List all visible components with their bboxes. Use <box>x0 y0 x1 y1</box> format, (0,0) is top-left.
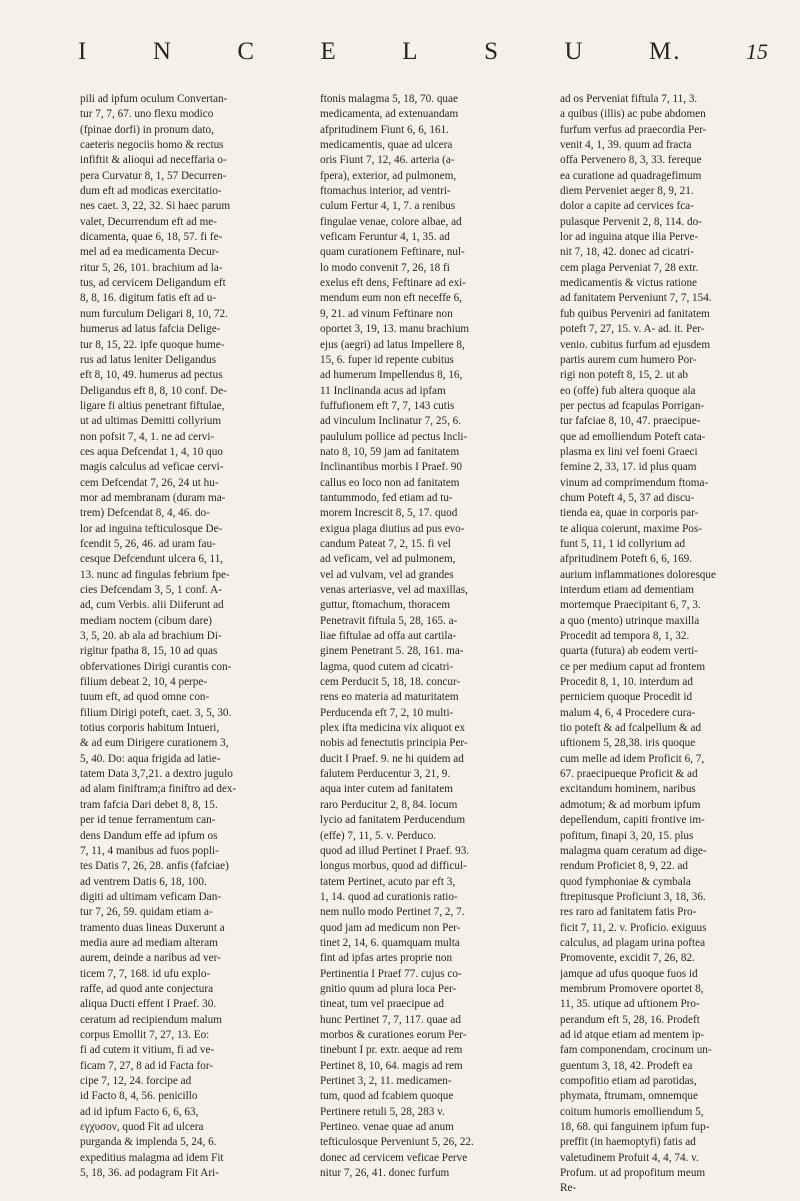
text-line: exigua plaga diutius ad pus evo- <box>320 522 465 535</box>
text-line: veficam Feruntur 4, 1, 35. ad <box>320 231 450 244</box>
text-line: tinebunt I pr. extr. aeque ad rem <box>320 1044 463 1057</box>
text-line: pulasque Pervenit 2, 8, 114. do- <box>560 215 702 228</box>
text-line: malum 4, 6, 4 Procedere cura- <box>560 706 696 719</box>
text-line: funt 5, 11, 1 id collyrium ad <box>560 537 686 550</box>
text-line: Perducenda eft 7, 2, 10 multi- <box>320 706 454 719</box>
text-line: Pertinere retuli 5, 28, 283 v. <box>320 1105 445 1118</box>
text-line: fub quibus Perveniri ad fanitatem <box>560 307 710 320</box>
text-line: medicamentis, quae ad ulcera <box>320 139 453 152</box>
text-line: purganda & implenda 5, 24, 6. <box>80 1136 217 1149</box>
text-line: chum Poteft 4, 5, 37 ad discu- <box>560 491 695 504</box>
text-line: te aliqua coierunt, maxime Pos- <box>560 522 702 535</box>
text-line: pili ad ipfum oculum Convertan- <box>80 93 228 105</box>
text-line: tineat, tum vel praecipue ad <box>320 998 444 1011</box>
text-line: offa Pervenero 8, 3, 33. fereque <box>560 154 702 167</box>
text-line: calculus, ad plagam urina poftea <box>560 936 706 949</box>
header-letter: L <box>402 38 420 65</box>
text-line: compofitio etiam ad parotidas, <box>560 1075 697 1087</box>
text-line: tinet 2, 14, 6. quamquam multa <box>320 936 460 949</box>
text-line: tienda ea, quae in corporis par- <box>560 507 699 520</box>
text-line: ducit I Praef. 9. ne hi quidem ad <box>320 752 464 765</box>
text-line: 5, 18, 36. ad podagram Fit Ari- <box>80 1167 219 1180</box>
text-line: tramento duas lineas Duxerunt a <box>80 921 225 934</box>
text-line: medicamentis & victus ratione <box>560 277 698 290</box>
text-line: falutem Perducentur 3, 21, 9. <box>320 768 451 781</box>
page-number: 15 <box>745 39 768 64</box>
text-line: cesque Defcendunt ulcera 6, 11, <box>80 553 224 566</box>
text-line: Procedit ad tempora 8, 1, 32. <box>560 630 690 643</box>
text-line: aliqua Ducti effent I Praef. 30. <box>80 998 217 1011</box>
text-line: tantummodo, fed etiam ad tu- <box>320 491 453 504</box>
text-line: malagma quam ceratum ad dige- <box>560 844 707 857</box>
text-line: venio. cubitus furfum ad ejusdem <box>560 338 711 351</box>
text-line: nit 7, 18, 42. donec ad cicatri- <box>560 246 694 259</box>
text-line: magis calculus ad veficae cervi- <box>80 461 224 474</box>
text-line: ad os Perveniat fiftula 7, 11, 3. <box>560 93 698 105</box>
text-line: cem plaga Perveniat 7, 28 extr. <box>560 261 699 274</box>
text-line: ftrepitusque Proficiunt 3, 18, 36. <box>560 890 706 903</box>
text-line: tuum eft, ad quod omne con- <box>80 691 210 704</box>
text-line: morem Increscit 8, 5, 17. quod <box>320 507 458 520</box>
header-letter: I <box>78 38 89 65</box>
text-line: ficam 7, 27, 8 ad id Facta for- <box>80 1059 214 1072</box>
text-line: res raro ad fanitatem fatis Pro- <box>560 906 697 919</box>
text-line: Deligandus eft 8, 8, 10 conf. De- <box>80 384 227 397</box>
text-line: cipe 7, 12, 24. forcipe ad <box>80 1075 192 1087</box>
text-line: medicamenta, ad extenuandam <box>320 108 459 121</box>
text-line: rens eo materia ad maturitatem <box>320 691 459 704</box>
text-line: guentum 3, 18, 42. Prodeft ea <box>560 1059 693 1072</box>
text-line: fingulae venae, colore albae, ad <box>320 215 462 228</box>
text-line: non pofsit 7, 4, 1. ne ad cervi- <box>80 430 215 443</box>
text-line: mediam noctem (cibum dare) <box>80 614 213 627</box>
text-line: raffe, ad quod ante conjectura <box>80 982 214 995</box>
text-line: 3, 5, 20. ab ala ad brachium Di- <box>80 630 222 643</box>
text-line: afpritudinem Fiunt 6, 6, 161. <box>320 123 449 136</box>
text-line: venit 4, 1, 39. quum ad fracta <box>560 139 692 152</box>
text-line: mortemque Praecipitant 6, 7, 3. <box>560 599 701 612</box>
text-line: caeteris negociis homo & rectus <box>80 139 224 152</box>
text-line: 18, 68. qui fanguinem ipfum fup- <box>560 1121 710 1134</box>
text-line: lagma, quod cutem ad cicatri- <box>320 660 454 673</box>
text-line: tur 7, 26, 59. quidam etiam a- <box>80 906 213 919</box>
text-line: Inclinantibus morbis I Praef. 90 <box>320 461 462 474</box>
text-line: trem) Defcendat 8, 4, 46. do- <box>80 507 210 520</box>
text-line: vel ad vulvam, vel ad grandes <box>320 568 454 581</box>
text-line: ea curatione ad quadragefimum <box>560 169 702 182</box>
text-line: furfum verfus ad praecordia Per- <box>560 123 707 136</box>
text-line: tio poteft & ad fcalpellum & ad <box>560 722 702 735</box>
text-line: Re- <box>560 1182 577 1195</box>
text-line: filium Dirigi poteft, caet. 3, 5, 30. <box>80 706 232 719</box>
text-line: rigi non poteft 8, 15, 2. ut ab <box>560 369 689 382</box>
text-line: ut ad ultimas Demitti collyrium <box>80 415 222 428</box>
text-column-left <box>80 92 300 1192</box>
text-line: venas arteriasve, vel ad maxillas, <box>320 584 468 596</box>
text-line: filium debeat 2, 10, 4 perpe- <box>80 676 208 689</box>
text-line: lor ad inguina tefticulosque De- <box>80 522 223 535</box>
text-line: cem Defcendat 7, 26, 24 ut hu- <box>80 476 219 489</box>
text-line: infiftit & alioqui ad neceffaria o- <box>80 154 227 167</box>
text-column-middle <box>320 92 540 1192</box>
text-line: (fpinae dorfi) in pronum dato, <box>80 123 214 136</box>
text-line: ticem 7, 7, 168. id ufu explo- <box>80 967 211 980</box>
text-line: num furculum Deligari 8, 10, 72. <box>80 307 228 320</box>
text-line: tram fafcia Dari debet 8, 8, 15. <box>80 798 218 811</box>
text-line: tur 7, 7, 67. uno flexu modico <box>80 108 214 121</box>
text-line: Procedit 8, 1, 10. interdum ad <box>560 676 693 689</box>
text-line: ficit 7, 11, 2. v. Proficio. exiguus <box>560 921 707 934</box>
text-line: ad vinculum Inclinatur 7, 25, 6. <box>320 415 462 428</box>
text-column-right <box>560 92 780 1195</box>
text-line: raro Perducitur 2, 8, 84. locum <box>320 798 458 811</box>
text-line: culum Fertur 4, 1, 7. a renibus <box>320 200 456 213</box>
text-line: ad humerum Impellendus 8, 16, <box>320 369 463 382</box>
text-line: nato 8, 10, 59 jam ad fanitatem <box>320 445 460 458</box>
text-line: tatem Data 3,7,21. a dextro jugulo <box>80 768 233 781</box>
text-line: jamque ad ufus quoque fuos id <box>560 967 698 980</box>
text-line: que ad emolliendum Poteft cata- <box>560 430 706 443</box>
text-line: tur fafciae 8, 10, 47. praecipue- <box>560 415 701 428</box>
text-line: quod ad illud Pertinet I Praef. 93. <box>320 844 470 857</box>
text-line: liae fiftulae ad offa aut cartila- <box>320 630 457 643</box>
text-line: expeditius malagma ad idem Fit <box>80 1151 224 1164</box>
text-line: 67. praecipueque Proficit & ad <box>560 768 698 781</box>
text-line: rendum Proficiet 8, 9, 22. ad <box>560 860 689 873</box>
text-line: ad id ipfum Facto 6, 6, 63, <box>80 1105 199 1118</box>
text-line: tus, ad cervicem Deligandum eft <box>80 277 226 290</box>
text-line: donec ad cervicem veficae Perve <box>320 1151 468 1164</box>
text-line: coitum humoris emolliendum 5, <box>560 1105 704 1118</box>
text-line: oris Fiunt 7, 12, 46. arteria (a- <box>320 154 455 167</box>
text-line: εγχυσον, quod Fit ad ulcera <box>80 1121 204 1134</box>
text-line: lo modo convenit 7, 26, 18 fi <box>320 261 450 274</box>
text-line: perandum eft 5, 28, 16. Prodeft <box>560 1013 700 1026</box>
text-line: per pectus ad fcapulas Porrigan- <box>560 399 705 412</box>
text-line: ligare fi altius penetrant fiftulae, <box>80 399 225 412</box>
text-line: (effe) 7, 11, 5. v. Perduco. <box>320 829 437 842</box>
text-line: callus eo loco non ad fanitatem <box>320 476 460 489</box>
text-line: tur 8, 15, 22. ipfe quoque hume- <box>80 338 225 351</box>
text-line: quod fymphoniae & cymbala <box>560 875 691 888</box>
text-line: 5, 40. Do: aqua frigida ad latie- <box>80 752 221 765</box>
text-line: 7, 11, 4 manibus ad fuos popli- <box>80 844 219 857</box>
header-letter: U <box>564 38 585 65</box>
text-line: poteft 7, 27, 15. v. A- ad. it. Per- <box>560 323 705 336</box>
text-line: ad veficam, vel ad pulmonem, <box>320 553 456 566</box>
text-line: ad ventrem Datis 6, 18, 100. <box>80 875 207 888</box>
text-line: rigitur fpatha 8, 15, 10 ad quas <box>80 645 218 658</box>
text-line: fpera), exterior, ad pulmonem, <box>320 169 457 182</box>
text-line: fcendit 5, 26, 46. ad uram fau- <box>80 537 216 550</box>
text-line: Promovente, excidit 7, 26, 82. <box>560 952 695 965</box>
text-line: rus ad latus leniter Deligandus <box>80 353 217 366</box>
text-line: preffit (in haemoptyfi) fatis ad <box>560 1136 696 1149</box>
text-line: valetudinem Profuit 4, 4, 74. v. <box>560 1151 699 1164</box>
text-line: diem Perveniet aeger 8, 9, 21. <box>560 185 694 198</box>
running-header <box>78 38 768 78</box>
text-line: cum melle ad idem Proficit 6, 7, <box>560 752 705 765</box>
text-line: per id tenue ferramentum can- <box>80 814 216 827</box>
header-letter: E <box>320 38 338 65</box>
text-line: tum, quod ad fcabiem quoque <box>320 1090 454 1103</box>
text-line: longus morbus, quod ad difficul- <box>320 860 467 873</box>
text-line: fint ad ipfas artes proprie non <box>320 952 453 965</box>
text-line: quam curationem Feftinare, nul- <box>320 246 465 259</box>
text-line: a quo (mento) utrinque maxilla <box>560 614 700 627</box>
text-line: quod jam ad medicum non Per- <box>320 921 461 934</box>
text-line: Pertineo. venae quae ad anum <box>320 1121 454 1134</box>
text-line: ces aqua Defcendat 1, 4, 10 quo <box>80 445 223 458</box>
text-line: ftonis malagma 5, 18, 70. quae <box>320 93 458 105</box>
text-line: eo (offe) fub altera quoque ala <box>560 384 696 397</box>
text-line: & ad eum Dirigere curationem 3, <box>80 737 229 750</box>
text-line: fuffufionem eft 7, 7, 143 cutis <box>320 399 455 412</box>
text-line: aqua inter cutem ad fanitatem <box>320 783 453 796</box>
text-line: ceratum ad recipiendum malum <box>80 1013 222 1026</box>
text-line: cies Defcendam 3, 5, 1 conf. A- <box>80 584 222 596</box>
text-line: exelus eft dens, Feftinare ad exi- <box>320 277 467 290</box>
text-line: eft 8, 10, 49. humerus ad pectus <box>80 369 223 382</box>
text-line: Profum. ut ad propofitum meum <box>560 1167 706 1180</box>
text-line: a quibus (illis) ac pube abdomen <box>560 108 706 121</box>
text-line: Penetravit fiftula 5, 28, 165. a- <box>320 614 458 627</box>
text-line: mendum eum non eft neceffe 6, <box>320 292 463 305</box>
text-line: nem nullo modo Pertinet 7, 2, 7. <box>320 906 465 919</box>
text-line: pera Curvatur 8, 1, 57 Decurren- <box>80 169 227 182</box>
text-line: lycio ad fanitatem Perducendum <box>320 814 466 827</box>
text-line: dum eft ad modicas exercitatio- <box>80 185 222 198</box>
text-line: ad alam finiftram;a finiftro ad dex- <box>80 783 237 796</box>
text-line: morbos & curationes eorum Per- <box>320 1028 467 1041</box>
text-line: Pertinentia I Praef 77. cujus co- <box>320 967 462 980</box>
text-line: Pertinet 8, 10, 64. magis ad rem <box>320 1059 463 1072</box>
text-line: obfervationes Dirigi curantis con- <box>80 660 232 673</box>
text-line: mor ad membranam (duram ma- <box>80 491 226 504</box>
text-line: ginem Penetrant 5. 28, 161. ma- <box>320 645 464 658</box>
text-line: guttur, ftomachum, thoracem <box>320 599 451 612</box>
text-line: humerus ad latus fafcia Delige- <box>80 323 221 336</box>
text-line: gnitio quum ad plura loca Per- <box>320 982 457 995</box>
text-line: ad fanitatem Perveniunt 7, 7, 154. <box>560 292 712 305</box>
text-line: ritur 5, 26, 101. brachium ad la- <box>80 261 223 274</box>
text-line: ad, cum Verbis. alii Diiferunt ad <box>80 599 224 612</box>
text-line: excitandum hominem, naribus <box>560 783 696 796</box>
text-line: tes Datis 7, 26, 28. anfis (fafciae) <box>80 860 229 873</box>
text-line: admotum; & ad morbum ipfum <box>560 798 701 811</box>
text-line: totius corporis habitum Intueri, <box>80 722 220 735</box>
text-line: tatem Pertinet, acuto par eft 3, <box>320 875 456 888</box>
text-line: valet, Decurrendum eft ad me- <box>80 215 217 228</box>
text-line: depellendum, capiti frontive im- <box>560 814 705 827</box>
text-line: femine 2, 33, 17. id plus quam <box>560 461 697 474</box>
text-line: ad id atque etiam ad mentem ip- <box>560 1028 705 1041</box>
text-line: mel ad ea medicamenta Decur- <box>80 246 219 259</box>
text-line: Pertinet 3, 2, 11. medicamen- <box>320 1075 452 1087</box>
text-columns <box>80 92 780 1195</box>
text-line: vinum ad comprimendum ftoma- <box>560 476 709 489</box>
header-letter: M. <box>649 38 682 65</box>
text-line: pofitum, finapi 3, 20, 15. plus <box>560 829 694 842</box>
text-line: fi ad cutem it vitium, fi ad ve- <box>80 1044 215 1057</box>
text-line: id Facto 8, 4, 56. penicillo <box>80 1090 198 1103</box>
text-line: ejus (aegri) ad latus Impellere 8, <box>320 338 465 351</box>
text-line: aurium inflammationes doloresque <box>560 568 716 581</box>
text-line: uftionem 5, 28,38. iris quoque <box>560 737 696 750</box>
text-line: paululum pollice ad pectus Incli- <box>320 430 468 443</box>
text-line: membrum Promovere oportet 8, <box>560 982 704 995</box>
text-line: afpritudinem Poteft 6, 6, 169. <box>560 553 693 566</box>
text-line: oportet 3, 19, 13. manu brachium <box>320 323 470 336</box>
text-line: dolor a capite ad cervices fca- <box>560 200 694 213</box>
text-line: candum Pateat 7, 2, 15. fi vel <box>320 537 451 550</box>
text-line: ftomachus interior, ad ventri- <box>320 185 451 198</box>
text-line: phymata, ftrumam, omnemque <box>560 1090 698 1103</box>
text-line: 1, 14. quod ad curationis ratio- <box>320 890 458 903</box>
text-line: nitur 7, 26, 41. donec furfum <box>320 1167 450 1180</box>
text-line: dens Dandum effe ad ipfum os <box>80 829 218 842</box>
text-line: hunc Pertinet 7, 7, 117. quae ad <box>320 1013 461 1026</box>
text-line: lor ad inguina atque ilia Perve- <box>560 231 699 244</box>
text-line: ce per medium caput ad frontem <box>560 660 706 673</box>
text-line: tefticulosque Perveniunt 5, 26, 22. <box>320 1136 474 1149</box>
text-line: partis aurem cum humero Por- <box>560 353 697 366</box>
text-line: 9, 21. ad vinum Feftinare non <box>320 307 453 320</box>
text-line: media aure ad mediam alteram <box>80 936 218 949</box>
header-letter: S <box>484 38 500 65</box>
text-line: quarta (futura) ab eodem verti- <box>560 645 698 658</box>
text-line: 13. nunc ad fingulas febrium fpe- <box>80 568 230 581</box>
header-letter: C <box>237 38 257 65</box>
text-line: fam componendam, crocinum un- <box>560 1044 712 1057</box>
text-line: perniciem quoque Procedit id <box>560 691 693 704</box>
text-line: dicamenta, quae 6, 18, 57. fi fe- <box>80 231 223 244</box>
text-line: nobis ad fenectutis principia Per- <box>320 737 468 750</box>
text-line: corpus Emollit 7, 27, 13. Eo: <box>80 1028 210 1041</box>
text-line: digiti ad ultimam veficam Dan- <box>80 890 222 903</box>
text-line: 15, 6. fuper id repente cubitus <box>320 353 454 366</box>
text-line: nes caet. 3, 22, 32. Si haec parum <box>80 200 231 213</box>
header-letter: N <box>152 38 173 65</box>
text-line: 11, 35. utique ad uftionem Pro- <box>560 998 700 1011</box>
text-line: plex ifta medicina vix aliquot ex <box>320 722 466 735</box>
text-line: 8, 8, 16. digitum fatis eft ad u- <box>80 292 217 305</box>
text-line: plasma ex lini vel foeni Graeci <box>560 445 698 458</box>
text-line: aurem, deinde a naribus ad ver- <box>80 952 221 965</box>
text-line: cem Perducit 5, 18, 18. concur- <box>320 676 461 689</box>
text-line: interdum etiam ad dementiam <box>560 584 694 596</box>
text-line: 11 Inclinanda acus ad ipfam <box>320 384 446 397</box>
